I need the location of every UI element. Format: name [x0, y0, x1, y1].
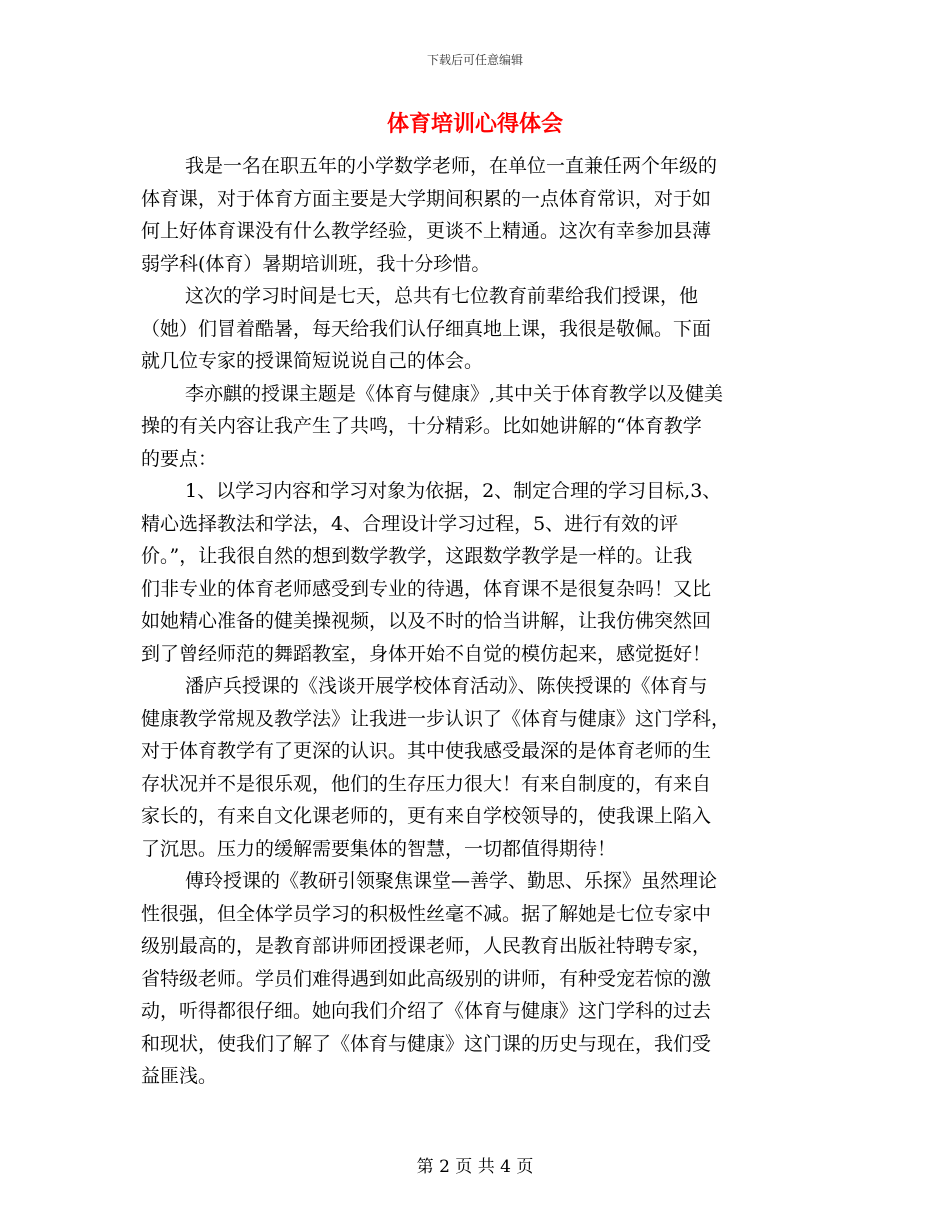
body-line: 存状况并不是很乐观，他们的生存压力很大！有来自制度的，有来自 [141, 772, 712, 795]
body-line: 如她精心准备的健美操视频，以及不时的恰当讲解，让我仿佛突然回 [141, 610, 712, 632]
body-line: 何上好体育课没有什么教学经验，更谈不上精通。这次有幸参加县薄 [141, 220, 712, 242]
body-line: 潘庐兵授课的《浅谈开展学校体育活动》、陈侠授课的《体育与 [185, 675, 708, 697]
body-line: 1、以学习内容和学习对象为依据，2、制定合理的学习目标,3、 [185, 480, 722, 502]
body-line: 益匪浅。 [141, 1065, 218, 1087]
body-line: 健康教学常规及教学法》让我进一步认识了《体育与健康》这门学科， [141, 707, 731, 730]
body-line: 性很强，但全体学员学习的积极性丝毫不减。据了解她是七位专家中 [141, 902, 712, 925]
body-line: 对于体育教学有了更深的认识。其中使我感受最深的是体育老师的生 [141, 740, 712, 762]
body-line: 我是一名在职五年的小学数学老师，在单位一直兼任两个年级的 [185, 155, 718, 177]
body-line: 动，听得都很仔细。她向我们介绍了《体育与健康》这门学科的过去 [141, 1000, 712, 1022]
body-line: 傅玲授课的《教研引领聚焦课堂—善学、勤思、乐探》虽然理论 [185, 870, 718, 892]
body-line: 到了曾经师范的舞蹈教室，身体开始不自觉的模仿起来，感觉挺好！ [141, 642, 712, 665]
body-line: 级别最高的，是教育部讲师团授课老师，人民教育出版社特聘专家， [141, 935, 712, 957]
body-line: 价。”，让我很自然的想到数学教学，这跟数学教学是一样的。让我 [141, 545, 693, 567]
body-line: 弱学科(体育）暑期培训班，我十分珍惜。 [141, 252, 491, 275]
document-body [141, 150, 811, 1093]
header-note: 下载后可任意编辑 [426, 53, 523, 67]
page-footer: 第 2 页 共 4 页 [416, 1157, 534, 1177]
body-line: 了沉思。压力的缓解需要集体的智慧，一切都值得期待！ [141, 837, 617, 860]
body-line: 操的有关内容让我产生了共鸣，十分精彩。比如她讲解的“体育教学 [141, 415, 702, 437]
body-line: 精心选择教法和学法，4、合理设计学习过程，5、进行有效的评 [141, 512, 679, 535]
body-line: 和现状，使我们了解了《体育与健康》这门课的历史与现在，我们受 [141, 1032, 712, 1055]
body-line: 的要点： [141, 447, 218, 470]
body-line: 就几位专家的授课简短说说自己的体会。 [141, 350, 484, 372]
body-line: 体育课，对于体育方面主要是大学期间积累的一点体育常识，对于如 [141, 187, 712, 210]
body-line: 们非专业的体育老师感受到专业的待遇，体育课不是很复杂吗！又比 [141, 577, 712, 600]
body-line: 家长的，有来自文化课老师的，更有来自学校领导的，使我课上陷入 [141, 805, 712, 827]
body-line: 李亦麒的授课主题是《体育与健康》,其中关于体育教学以及健美 [185, 382, 724, 405]
document-title: 体育培训心得体会 [386, 111, 563, 137]
body-line: 省特级老师。学员们难得遇到如此高级别的讲师，有种受宠若惊的激 [141, 967, 712, 990]
body-line: 这次的学习时间是七天，总共有七位教育前辈给我们授课，他 [185, 285, 699, 307]
body-line: （她）们冒着酷暑，每天给我们认仔细真地上课，我很是敬佩。下面 [141, 317, 712, 340]
